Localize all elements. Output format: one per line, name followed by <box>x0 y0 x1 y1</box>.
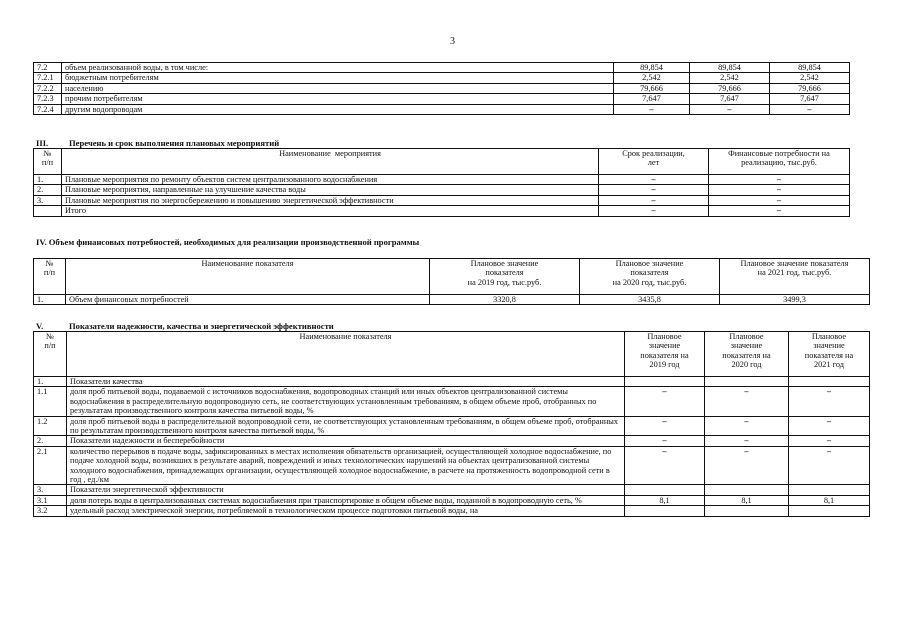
column-header-2019: Плановое значение показателя на 2019 год <box>625 332 705 377</box>
value-2020: – <box>705 416 789 436</box>
value-2021: – <box>770 104 850 114</box>
measures-table <box>33 148 850 217</box>
column-header-name: Наименование показателя <box>66 259 430 295</box>
value-2020: 79,666 <box>690 83 770 93</box>
row-number: 7.2.2 <box>34 83 62 93</box>
row-name: населению <box>62 83 614 93</box>
value-2020: – <box>705 446 789 485</box>
indicators-table <box>33 331 870 517</box>
value-2021 <box>789 377 870 387</box>
value-2021: 89,854 <box>770 63 850 73</box>
section-5-title <box>36 321 334 331</box>
row-finance: – <box>709 206 850 216</box>
row-number: 1.2 <box>34 416 67 436</box>
value-2021: 8,1 <box>789 495 870 505</box>
table-row-group <box>34 377 870 387</box>
row-number: 7.2.4 <box>34 104 62 114</box>
column-header-2019: Плановое значение показателя на 2019 год, тыс.руб. <box>430 259 580 295</box>
value-2020: – <box>690 104 770 114</box>
value-2020 <box>705 485 789 495</box>
row-number: 2. <box>34 185 62 195</box>
row-number: 3. <box>34 485 67 495</box>
row-number <box>34 206 62 216</box>
table-row <box>34 506 870 516</box>
value-2021: 3499,3 <box>720 295 870 305</box>
row-number: 1. <box>34 295 66 305</box>
column-header-number: № п/п <box>34 332 67 377</box>
row-name: объем реализованной воды, в том числе: <box>62 63 614 73</box>
table-row <box>34 295 870 305</box>
value-2021: 7,647 <box>770 94 850 104</box>
row-name: Показатели надежности и бесперебойности <box>67 436 625 446</box>
row-number: 3.1 <box>34 495 67 505</box>
row-number: 3.2 <box>34 506 67 516</box>
row-name: бюджетным потребителям <box>62 73 614 83</box>
row-name: доля потерь воды в централизованных системах водоснабжения при транспортировке в общем объеме воды, поданной в водопроводную сеть, % <box>67 495 625 505</box>
value-2019: – <box>625 446 705 485</box>
value-2019: – <box>614 104 690 114</box>
column-header-name: Наименование показателя <box>67 332 625 377</box>
row-name: Показатели качества <box>67 377 625 387</box>
value-2020: – <box>705 387 789 416</box>
value-2019: – <box>625 387 705 416</box>
table-row-group <box>34 485 870 495</box>
value-2020: 3435,8 <box>580 295 720 305</box>
row-name: Плановые мероприятия по энергосбережению и повышению энергетической эффективности <box>62 195 599 205</box>
table-row <box>34 104 850 114</box>
row-name: количество перерывов в подаче воды, зафиксированных в местах исполнения обязательств организацией, осуществляющей холодное водоснабжение, по подаче холодной воды, возникших в результате аварий, повреждений и иных технологических нарушений на объектах централизованной системы холодного водоснабжения, принадлежащих организации, осуществляющей холодное водоснабжение, в расчете на протяженность водопроводной сети в год , ед./км <box>67 446 625 485</box>
row-term: – <box>599 175 709 185</box>
row-finance: – <box>709 195 850 205</box>
value-2019 <box>625 485 705 495</box>
column-header-number: № п/п <box>34 259 66 295</box>
value-2019 <box>625 506 705 516</box>
value-2021: – <box>789 446 870 485</box>
column-header-2021: Плановое значение показателя на 2021 год, тыс.руб. <box>720 259 870 295</box>
table-row <box>34 387 870 416</box>
row-number: 7.2.1 <box>34 73 62 83</box>
section-number: V. <box>36 321 44 331</box>
table-row <box>34 185 850 195</box>
value-2019: – <box>625 436 705 446</box>
value-2021: – <box>789 416 870 436</box>
page-number: 3 <box>450 36 455 47</box>
row-number: 7.2.3 <box>34 94 62 104</box>
row-name: прочим потребителям <box>62 94 614 104</box>
column-header-2020: Плановое значение показателя на 2020 год <box>705 332 789 377</box>
column-header-finance: Финансовые потребности на реализацию, тыс.руб. <box>709 149 850 175</box>
row-number: 1. <box>34 175 62 185</box>
row-name: доля проб питьевой воды в распределительной водопроводной сети, не соответствующих установленным требованиям, в общем объеме проб, отобранных по результатам производственного контроля качества питьевой воды, % <box>67 416 625 436</box>
value-2019: 2,542 <box>614 73 690 83</box>
row-name: удельный расход электрической энергии, потребляемой в технологическом процессе подготовки питьевой воды, на <box>67 506 625 516</box>
table-row-group <box>34 436 870 446</box>
column-header-name: Наименование мероприятия <box>62 149 599 175</box>
row-name: доля проб питьевой воды, подаваемой с источников водоснабжения, водопроводных станций или иных объектов централизованной системы водоснабжения в распределительную водопроводную сеть, не соответствующих установленным требованиям, в общем объеме проб, отобранных по результатам производственного контроля качества питьевой воды, % <box>67 387 625 416</box>
value-2021: 2,542 <box>770 73 850 83</box>
row-term: – <box>599 195 709 205</box>
row-number: 2.1 <box>34 446 67 485</box>
table-header-row <box>34 332 870 377</box>
financial-needs-table <box>33 258 870 305</box>
row-term: – <box>599 185 709 195</box>
column-header-number: № п/п <box>34 149 62 175</box>
value-2021: – <box>789 436 870 446</box>
table-row <box>34 73 850 83</box>
section-heading: Перечень и срок выполнения плановых мероприятий <box>69 138 280 148</box>
value-2020 <box>705 506 789 516</box>
row-number: 2. <box>34 436 67 446</box>
table-header-row <box>34 149 850 175</box>
section-4-title: IV. Объем финансовых потребностей, необходимых для реализации производственной программы <box>36 237 420 247</box>
value-2020 <box>705 377 789 387</box>
value-2019: – <box>625 416 705 436</box>
column-header-2021: Плановое значение показателя на 2021 год <box>789 332 870 377</box>
value-2020: 2,542 <box>690 73 770 83</box>
table-row <box>34 195 850 205</box>
value-2019: 8,1 <box>625 495 705 505</box>
value-2021: – <box>789 387 870 416</box>
table-row <box>34 94 850 104</box>
column-header-2020: Плановое значение показателя на 2020 год, тыс.руб. <box>580 259 720 295</box>
section-heading: Показатели надежности, качества и энергетической эффективности <box>69 321 334 331</box>
value-2020: 8,1 <box>705 495 789 505</box>
table-row <box>34 446 870 485</box>
value-2019 <box>625 377 705 387</box>
row-name: другим водопроводам <box>62 104 614 114</box>
table-row <box>34 63 850 73</box>
row-name: Плановые мероприятия, направленные на улучшение качества воды <box>62 185 599 195</box>
table-row-total <box>34 206 850 216</box>
value-2021: 79,666 <box>770 83 850 93</box>
value-2019: 3320,8 <box>430 295 580 305</box>
value-2020: 7,647 <box>690 94 770 104</box>
row-finance: – <box>709 175 850 185</box>
value-2019: 7,647 <box>614 94 690 104</box>
table-row <box>34 175 850 185</box>
value-2020: 89,854 <box>690 63 770 73</box>
table-row <box>34 83 850 93</box>
table-row <box>34 495 870 505</box>
table-header-row <box>34 259 870 295</box>
value-2020: – <box>705 436 789 446</box>
row-number: 7.2 <box>34 63 62 73</box>
table-row <box>34 416 870 436</box>
water-sales-table <box>33 62 850 115</box>
row-name: Объем финансовых потребностей <box>66 295 430 305</box>
value-2021 <box>789 485 870 495</box>
row-finance: – <box>709 185 850 195</box>
row-term: – <box>599 206 709 216</box>
value-2019: 89,854 <box>614 63 690 73</box>
row-number: 1.1 <box>34 387 67 416</box>
value-2021 <box>789 506 870 516</box>
row-name: Плановые мероприятия по ремонту объектов систем централизованного водоснабжения <box>62 175 599 185</box>
row-number: 1. <box>34 377 67 387</box>
row-number: 3. <box>34 195 62 205</box>
row-name: Итого <box>62 206 599 216</box>
section-number: III. <box>36 138 49 148</box>
column-header-term: Срок реализации, лет <box>599 149 709 175</box>
row-name: Показатели энергетической эффективности <box>67 485 625 495</box>
value-2019: 79,666 <box>614 83 690 93</box>
section-3-title <box>36 138 279 148</box>
